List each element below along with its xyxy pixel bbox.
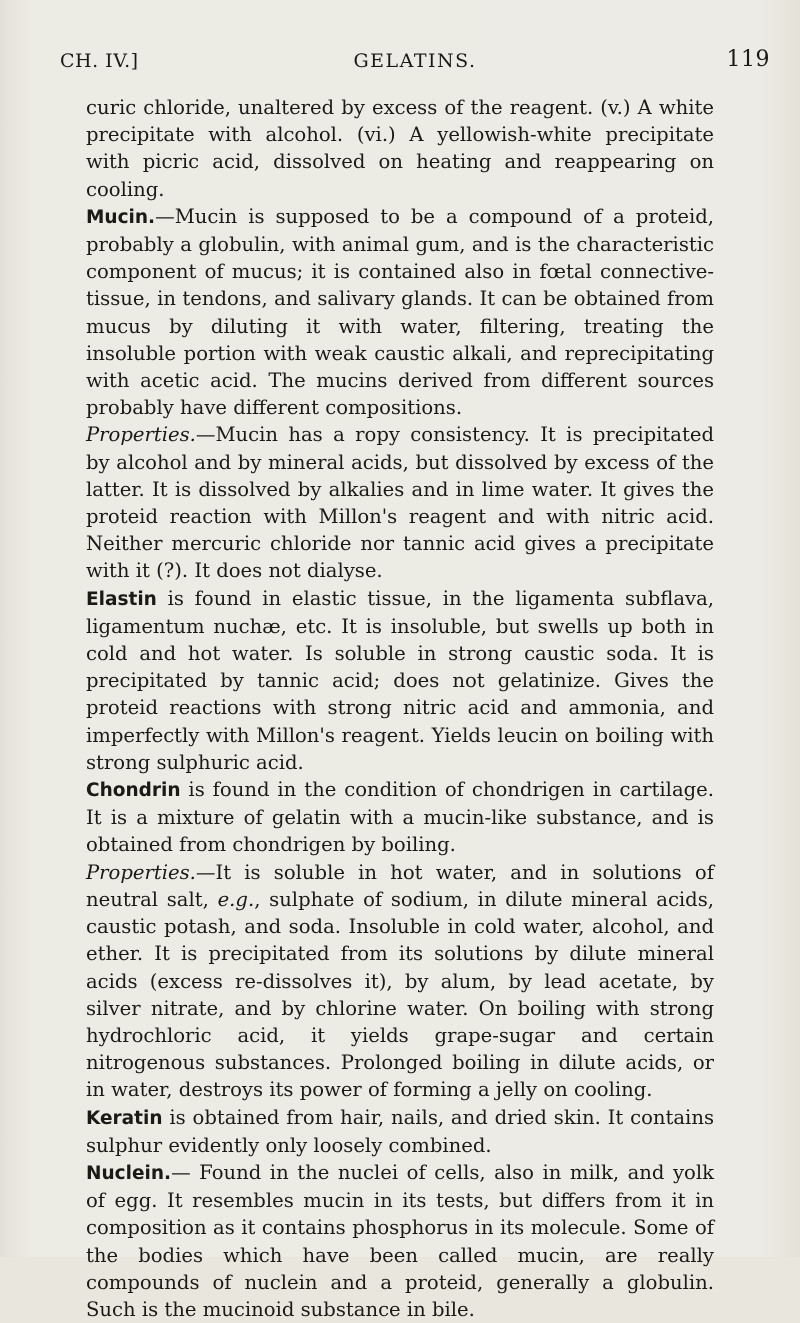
paragraph-chondrin-properties: Properties.—It is soluble in hot water, and in solutions of neutral salt, e.g., sulphate of sodium, in dilute mineral acids, caustic potash, and soda. Insoluble in cold water, alcohol, and ether. It is precipitated from its solutions by dilute mineral acids (excess re-dissolves it), by alum, by lead acetate, by silver nitrate, and by chlorine water. On boiling with strong hydrochloric acid, it yields grape-sugar and certain nitrogenous substances. Prolonged boiling in dilute acids, or in water, destroys its power of forming a jelly on cooling. — [86, 860, 715, 1102]
term-heading: Elastin — [86, 588, 157, 610]
term-heading: Chondrin — [86, 780, 181, 802]
paragraph-elastin: Elastin is found in elastic tissue, in the ligamenta subflava, ligamentum nuchæ, etc. It is insoluble, but swells up both in cold and hot water. Is soluble in strong caustic soda. It is precipitated by tannic acid; does not gelatinize. Gives the proteid reactions with strong nitric acid and ammonia, and imperfectly with Millon's reagent. Yields leucin on boiling with strong sulphuric acid. — [86, 586, 714, 774]
paragraph-chondrin: Chondrin is found in the condition of chondrigen in cartilage. It is a mixture of gelatin with a mucin-like substance, and is obtained from chondrigen by boiling. — [86, 778, 714, 857]
page-number: 119 — [726, 47, 770, 72]
body-text — [86, 94, 714, 1323]
running-title: GELATINS. — [353, 50, 477, 72]
paragraph-nuclein: Nuclein.— Found in the nuclei of cells, also in milk, and yolk of egg. It resembles mucin in its tests, but differs from it in composition as it contains phosphorus in its molecule. Some of the bodies which have been called mucin, are really compounds of nuclein and a proteid, generally a globulin. Such is the mucinoid substance in bile. — [86, 1160, 714, 1321]
term-heading: Mucin. — [86, 206, 156, 228]
running-header — [60, 47, 770, 80]
italic-lead: Properties. — [86, 423, 196, 447]
paragraph-continuation: curic chloride, unaltered by excess of the reagent. (v.) A white precipitate with alcohol. (vi.) A yellowish-white precipitate with picric acid, dissolved on heating and reappearing on cooling. — [86, 96, 714, 201]
chapter-label: CH. IV.] — [60, 50, 139, 72]
term-heading: Keratin — [86, 1107, 163, 1129]
italic-lead: Properties. — [86, 860, 196, 884]
paragraph-keratin: Keratin is obtained from hair, nails, and dried skin. It contains sulphur evidently only loosely combined. — [86, 1105, 714, 1157]
term-heading: Nuclein. — [86, 1162, 172, 1184]
paragraph-mucin-properties: Properties.—Mucin has a ropy consistency. It is precipitated by alcohol and by mineral acids, but dissolved by excess of the latter. It is dissolved by alkalies and in lime water. It gives the proteid reaction with Millon's reagent and with nitric acid. Neither mercuric chloride nor tannic acid gives a precipitate with it (?). It does not dialyse. — [86, 423, 714, 583]
paragraph-mucin: Mucin.—Mucin is supposed to be a compound of a proteid, probably a globulin, with animal gum, and is the characteristic component of mucus; it is contained also in fœtal connective-tissue, in tendons, and salivary glands. It can be obtained from mucus by diluting it with water, filtering, treating the insoluble portion with weak caustic alkali, and reprecipitating with acetic acid. The mucins derived from different sources probably have different compositions. — [86, 204, 714, 420]
